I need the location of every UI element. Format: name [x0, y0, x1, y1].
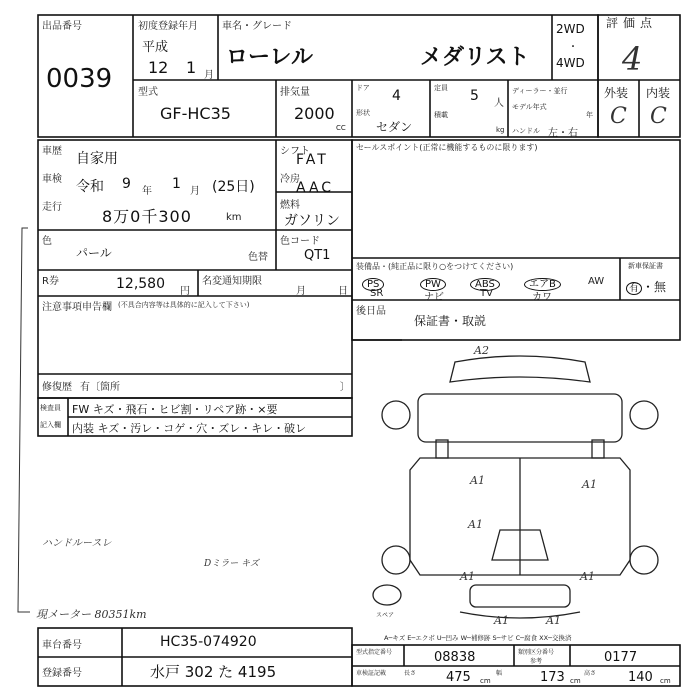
history-label: 車歴 — [42, 146, 62, 157]
warranty-no: 無 — [654, 280, 667, 294]
equip-sr: SR — [370, 288, 384, 299]
exterior-label: 外装 — [604, 86, 629, 100]
color-code-label: 色コード — [280, 236, 320, 247]
equipment-label: 装備品・(純正品に限り○をつけてください) — [356, 262, 514, 271]
mirror-note: Dミラー キズ — [204, 559, 259, 569]
shift-label: シフト — [280, 146, 310, 157]
mileage-label: 走行 — [42, 202, 62, 213]
after-sale-label: 後日品 — [356, 306, 386, 317]
capacity: 5 — [470, 88, 479, 104]
lot-label: 出品番号 — [42, 21, 82, 32]
plate: 水戸 302 た 4195 — [150, 663, 277, 681]
inspector-row-2: 内装 キズ・汚レ・コゲ・穴・ズレ・キレ・破レ — [72, 422, 307, 435]
grade-title: 評価点 — [606, 16, 658, 30]
body-shape: セダン — [376, 120, 413, 134]
after-sale-value: 保証書・取説 — [414, 314, 487, 328]
notes-label: 注意事項申告欄 — [42, 302, 112, 313]
person-unit: 人 — [494, 98, 504, 109]
sales-point-label: セールスポイント(正常に機能するものに限ります) — [356, 143, 538, 152]
handle-label: ハンドル — [512, 127, 540, 135]
car-diagram — [373, 356, 658, 618]
meter-note: 現メーター 80351km — [36, 608, 147, 621]
inspection-era: 令和 — [76, 179, 104, 195]
chassis-label: 車台番号 — [42, 640, 82, 651]
notes-sub-label: (不具合内容等は具体的に記入して下さい) — [118, 301, 250, 309]
warranty-yes: 有 — [626, 282, 642, 295]
class-label: 類別区分番号 — [518, 649, 555, 656]
first-reg-year: 12 — [148, 58, 169, 77]
damage-mark: A1 — [460, 570, 475, 583]
month-unit: 月 — [204, 70, 214, 81]
cc-unit: CC — [336, 124, 346, 132]
body-shape-label: 形状 — [356, 109, 370, 117]
damage-mark: A1 — [470, 474, 485, 487]
inspector-label-2: 記入欄 — [40, 421, 61, 429]
plate-label: 登録番号 — [42, 668, 82, 679]
type-cert-label: 型式指定番号 — [356, 649, 393, 656]
fuel-label: 燃料 — [280, 200, 300, 211]
name-change-label: 名変通知期限 — [202, 276, 262, 287]
warranty-choice — [626, 278, 666, 295]
lot-number: 0039 — [46, 64, 113, 94]
month-char: 月 — [190, 186, 200, 197]
damage-mark: A1 — [582, 478, 597, 491]
width-label: 幅 — [496, 670, 503, 677]
km-unit: km — [226, 212, 242, 223]
model-year-label: モデル年式 — [512, 103, 547, 111]
repair-value: 有〔箇所 — [80, 382, 120, 393]
equip-ps-code: PS — [362, 278, 384, 291]
equip-airbag-code: エアB — [524, 278, 561, 291]
grade-score: 4 — [622, 40, 643, 78]
recycle-amount: 12,580 — [116, 276, 165, 292]
color: パール — [76, 246, 112, 260]
first-reg-era: 平成 — [142, 40, 169, 55]
width-unit: cm — [570, 677, 581, 685]
capacity-label: 定員 — [434, 84, 448, 92]
repair-close: 〕 — [340, 382, 350, 393]
damage-legend: A─キズ E─エクボ U─凹み W─補修跡 S─サビ C─腐食 XX─交換済 — [384, 634, 572, 642]
color-label: 色 — [42, 236, 52, 247]
kg-unit: kg — [496, 126, 505, 134]
handle-value: 左・右 — [548, 128, 578, 139]
size-label: 車検証記載 — [356, 670, 387, 677]
repair-label: 修復歴 — [42, 382, 72, 393]
dealer-label: ディーラー・並行 — [512, 87, 568, 95]
car-name: ローレル — [226, 45, 314, 70]
exterior-grade: C — [610, 104, 627, 129]
mileage: 8万0千300 — [102, 207, 192, 226]
length-label: 長さ — [404, 670, 417, 677]
handle-note: ハンドルースレ — [42, 538, 112, 549]
damage-mark: A1 — [546, 614, 561, 627]
spare-label: スペア — [376, 612, 395, 619]
inspection-month: 1 — [172, 176, 181, 192]
width: 173 — [540, 670, 565, 685]
year-unit: 年 — [586, 111, 593, 119]
name-change-day: 日 — [338, 286, 348, 297]
inspector-label-1: 検査員 — [40, 404, 61, 412]
displacement-label: 排気量 — [280, 87, 310, 98]
inspection-label: 車検 — [42, 174, 62, 185]
load-label: 積載 — [434, 111, 448, 119]
equip-tv: TV — [480, 288, 493, 299]
color-code: QT1 — [304, 248, 331, 263]
equip-leather: カワ — [532, 292, 552, 303]
shift: FAT — [296, 152, 329, 168]
equip-aw: AW — [588, 276, 605, 287]
interior-label: 内装 — [646, 86, 671, 100]
height-unit: cm — [660, 677, 671, 685]
length: 475 — [446, 670, 471, 685]
ref-label: 参考 — [530, 658, 543, 665]
damage-mark: A1 — [580, 570, 595, 583]
interior-grade: C — [650, 104, 667, 129]
height-label: 高さ — [584, 670, 597, 677]
model-label: 型式 — [138, 87, 158, 98]
warranty-sep: ・ — [642, 280, 655, 294]
car-name-label: 車名・グレード — [222, 21, 292, 32]
height: 140 — [628, 670, 653, 685]
inspection-day: (25日) — [212, 179, 255, 195]
first-reg-label: 初度登録年月 — [138, 21, 198, 32]
history: 自家用 — [76, 151, 118, 167]
chassis: HC35-074920 — [160, 634, 257, 650]
class-value: 0177 — [604, 650, 638, 665]
new-warranty-label: 新車保証書 — [628, 262, 663, 270]
recycle-label: R券 — [42, 276, 59, 287]
type-cert: 08838 — [434, 650, 476, 665]
equip-pw-code: PW — [420, 278, 446, 291]
equip-abs-code: ABS — [470, 278, 500, 291]
inspection-year: 9 — [122, 176, 131, 192]
ac: AAC — [296, 180, 335, 196]
year-char: 年 — [142, 186, 152, 197]
yen-unit: 円 — [180, 286, 190, 297]
drive-dot: ・ — [568, 42, 578, 53]
handwritten-arrow — [18, 228, 30, 612]
drive-2wd: 2WD — [556, 22, 585, 36]
damage-mark: A1 — [494, 614, 509, 627]
displacement: 2000 — [294, 104, 335, 123]
damage-mark: A2 — [474, 344, 489, 357]
color-swap-label: 色替 — [248, 252, 268, 263]
model-code: GF-HC35 — [160, 104, 231, 123]
equip-navi: ナビ — [424, 292, 444, 303]
ac-label: 冷房 — [280, 174, 300, 185]
inspector-row-1: FW キズ・飛石・ヒビ割・リペア跡・×要 — [72, 403, 278, 416]
first-reg-month: 1 — [186, 58, 197, 77]
damage-mark: A1 — [468, 518, 483, 531]
grade: メダリスト — [420, 45, 530, 70]
name-change-month: 月 — [296, 286, 306, 297]
drive-4wd: 4WD — [556, 56, 585, 70]
length-unit: cm — [480, 677, 491, 685]
fuel: ガソリン — [284, 213, 340, 229]
doors: 4 — [392, 88, 401, 104]
door-label: ドア — [356, 84, 370, 92]
